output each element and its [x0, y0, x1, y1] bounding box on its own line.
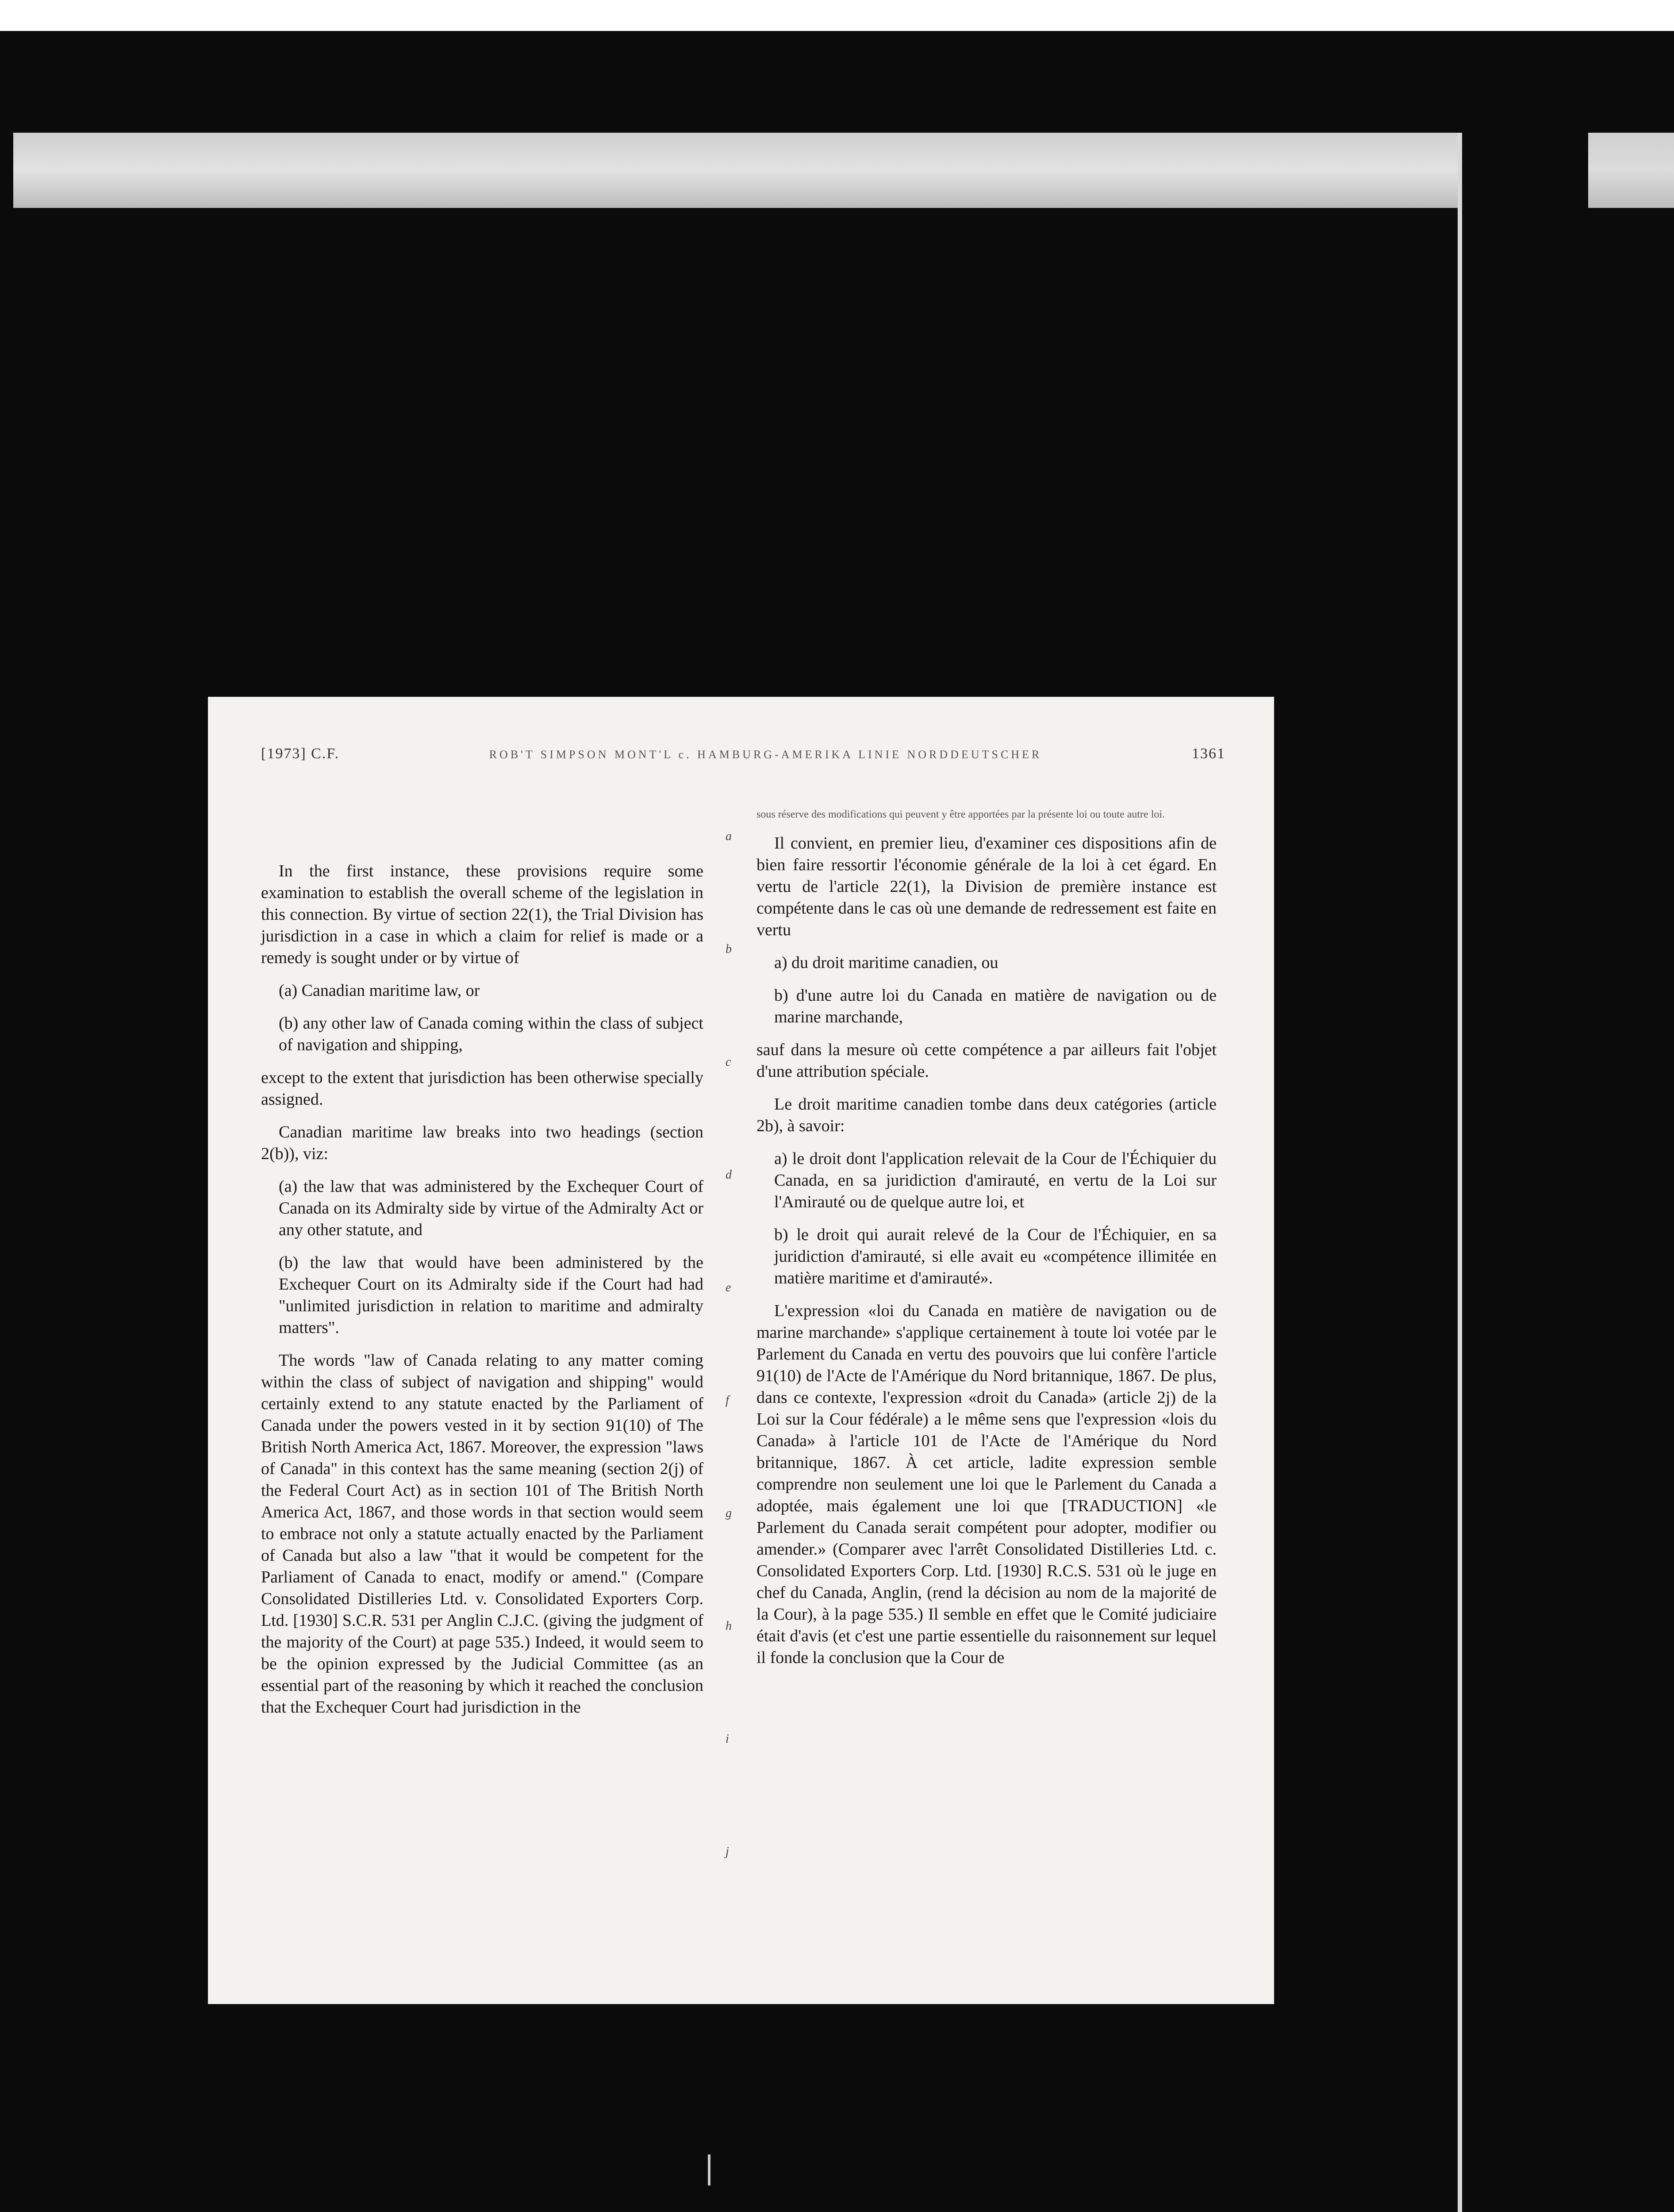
paragraph: sous réserve des modifications qui peuvent y être apportées par la présente loi ou toute autre loi.	[756, 809, 1165, 820]
paragraph: sauf dans la mesure où cette compétence a par ailleurs fait l'objet d'une attribution spéciale.	[756, 1041, 1217, 1081]
header-case-title: ROB'T SIMPSON MONT'L c. HAMBURG-AMERIKA LINIE NORDDEUTSCHER	[489, 748, 1042, 761]
paragraph: L'expression «loi du Canada en matière de navigation ou de marine marchande» s'applique certainement à toute loi votée par le Parlement du Canada en vertu des pouvoirs que lui confère l'article 91(10) de l'Acte de l'Amérique du Nord britannique, 1867. De plus, dans ce contexte, l'expression «droit du Canada» (article 2j) de la Loi sur la Cour fédérale) a le même sens que l'expression «lois du Canada» à l'article 101 de l'Acte de l'Amérique du Nord britannique, 1867. À cet article, ladite expression semble comprendre non seulement une loi que le Parlement du Canada a adoptée, mais également une loi que [TRADUCTION] «le Parlement du Canada serait compétent pour adopter, modifier ou amender.» (Comparer avec l'arrêt Consolidated Distilleries Ltd. c. Consolidated Exporters Corp. Ltd. [1930] R.C.S. 531 où le juge en chef du Canada, Anglin, (rend la décision au nom de la majorité de la Cour), à la page 535.) Il semble en effet que le Comité judiciaire était d'avis (et c'est une partie essentielle du raisonnement sur lequel il fonde la conclusion que la Cour de	[756, 1302, 1217, 1667]
paragraph: b) d'une autre loi du Canada en matière de navigation ou de marine marchande,	[774, 986, 1217, 1026]
paragraph: In the first instance, these provisions require some examination to establish the overall scheme of the legislation in this connection. By virtue of section 22(1), the Trial Division has jurisdiction in a case in which a claim for relief is made or a remedy is sought under or by virtue of	[261, 862, 703, 967]
margin-letter: d	[726, 1168, 732, 1182]
film-edge-top-next	[1588, 133, 1674, 208]
paragraph: a) du droit maritime canadien, ou	[774, 953, 998, 972]
page-header	[261, 745, 1225, 762]
margin-letter: c	[726, 1055, 731, 1069]
header-citation: [1973] C.F.	[261, 745, 340, 762]
paragraph: a) le droit dont l'application relevait de la Cour de l'Échiquier du Canada, en sa juridiction d'amirauté, en vertu de la Loi sur l'Amirauté ou de quelque autre loi, et	[774, 1149, 1217, 1211]
margin-letter: e	[726, 1281, 731, 1294]
paragraph: (a) Canadian maritime law, or	[279, 981, 480, 1000]
paragraph: (b) any other law of Canada coming within the class of subject of navigation and shipping,	[279, 1014, 703, 1054]
paragraph: except to the extent that jurisdiction has been otherwise specially assigned.	[261, 1068, 703, 1109]
margin-letter: g	[726, 1506, 732, 1520]
margin-letter: h	[726, 1619, 732, 1633]
margin-letter: b	[726, 942, 732, 956]
paragraph: (b) the law that would have been administered by the Exchequer Court on its Admiralty side if the Court had had "unlimited jurisdiction in relation to maritime and admiralty matters".	[279, 1253, 703, 1337]
margin-letter: j	[726, 1845, 729, 1859]
margin-letters	[721, 830, 748, 1958]
paragraph: Il convient, en premier lieu, d'examiner ces dispositions afin de bien faire ressortir l'économie générale de la loi à cet égard. En vertu de l'article 22(1), la Division de première instance est compétente dans le cas où une demande de redressement est faite en vertu	[756, 834, 1217, 939]
frame-border-right	[1458, 133, 1462, 2212]
paragraph: (a) the law that was administered by the Exchequer Court of Canada on its Admiralty side by virtue of the Admiralty Act or any other statute, and	[279, 1177, 703, 1239]
frame-tick-mark	[708, 2154, 710, 2185]
document-page	[208, 697, 1274, 2004]
film-edge-top	[13, 133, 1460, 208]
page-number: 1361	[1192, 745, 1225, 762]
english-column	[261, 860, 703, 1729]
paragraph: The words "law of Canada relating to any matter coming within the class of subject of navigation and shipping" would certainly extend to any statute enacted by the Parliament of Canada under the powers vested in it by section 91(10) of The British North America Act, 1867. Moreover, the expression "laws of Canada" in this context has the same meaning (section 2(j) of the Federal Court Act) as in section 101 of The British North America Act, 1867, and those words in that section would seem to embrace not only a statute actually enacted by the Parliament of Canada but also a law "that it would be competent for the Parliament of Canada to enact, modify or amend." (Compare Consolidated Distilleries Ltd. v. Consolidated Exporters Corp. Ltd. [1930] S.C.R. 531 per Anglin C.J.C. (giving the judgment of the majority of the Court) at page 535.) Indeed, it would seem to be the opinion expressed by the Judicial Committee (as an essential part of the reasoning by which it reached the conclusion that the Exchequer Court had jurisdiction in the	[261, 1351, 703, 1717]
paragraph: Le droit maritime canadien tombe dans deux catégories (article 2b), à savoir:	[756, 1095, 1217, 1135]
paragraph: Canadian maritime law breaks into two headings (section 2(b)), viz:	[261, 1123, 703, 1163]
margin-letter: i	[726, 1732, 729, 1746]
paragraph: b) le droit qui aurait relevé de la Cour de l'Échiquier, en sa juridiction d'amirauté, si elle avait eu «compétence illimitée en matière maritime et d'amirauté».	[774, 1225, 1217, 1287]
margin-letter: a	[726, 830, 732, 843]
french-column	[756, 807, 1217, 1680]
margin-letter: f	[726, 1394, 729, 1407]
